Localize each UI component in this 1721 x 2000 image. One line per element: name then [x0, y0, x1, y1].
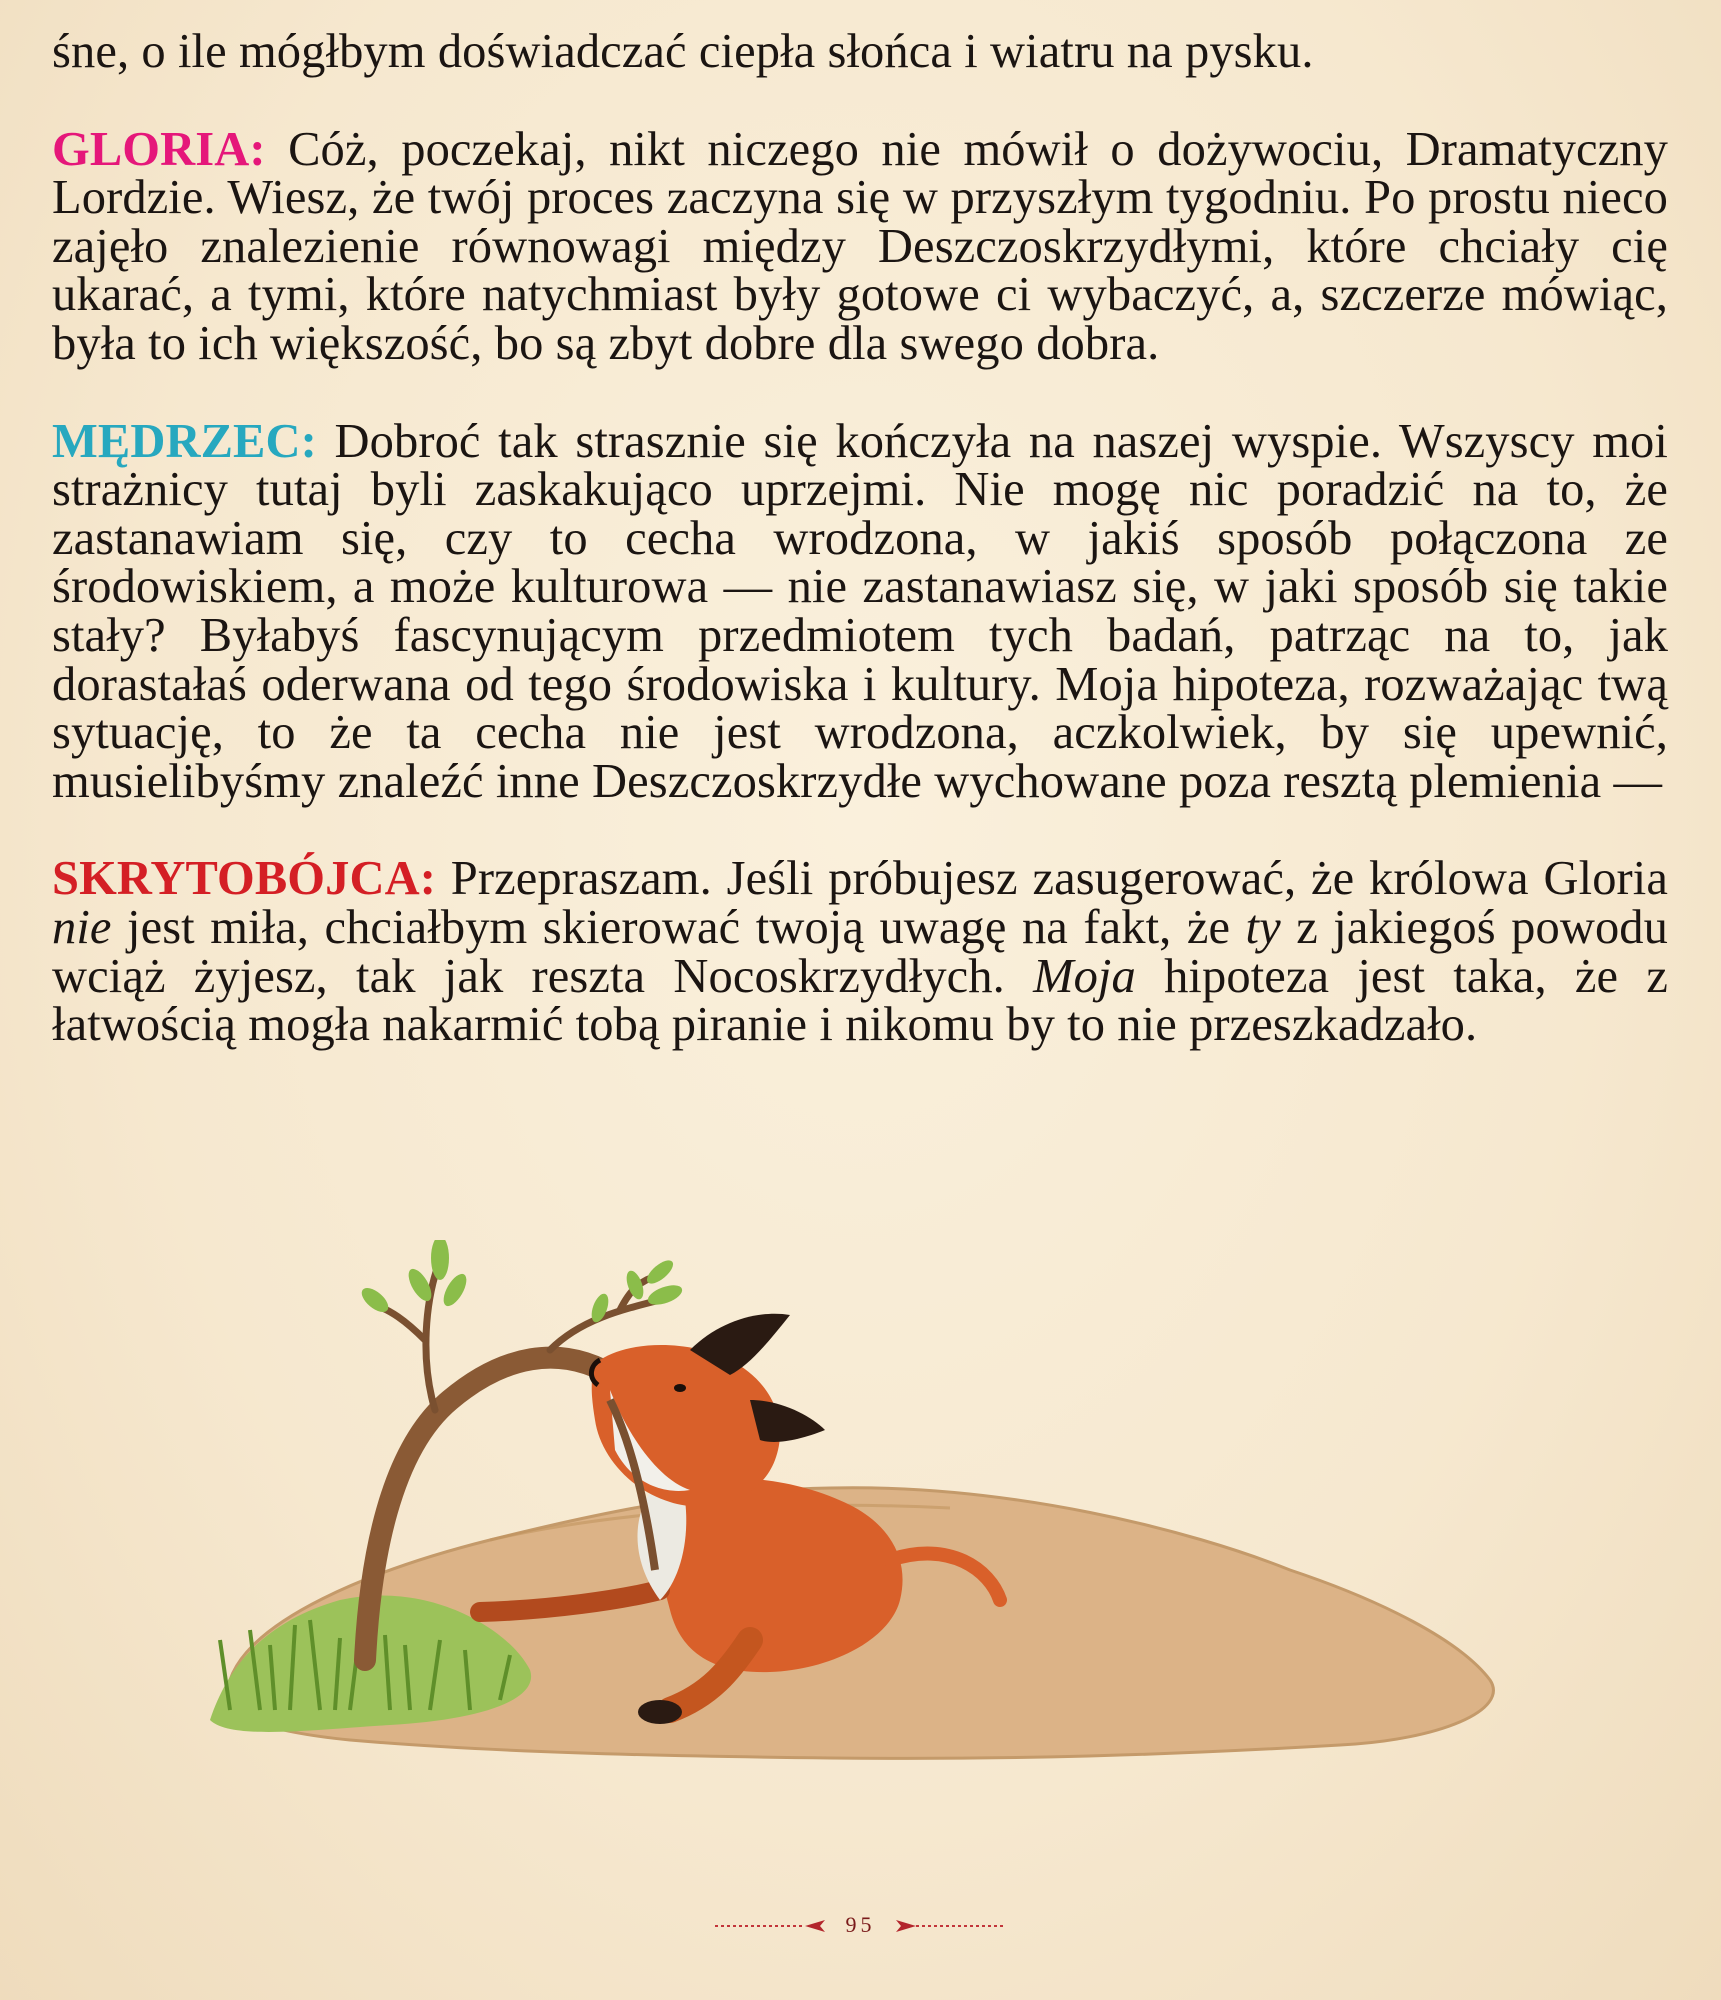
page-number: 95 — [845, 1912, 876, 1937]
emphasis: Moja — [1033, 949, 1136, 1003]
speaker-skrytobojca: SKRYTOBÓJCA: — [52, 852, 436, 906]
page-text — [52, 25, 1668, 1052]
emphasis: nie — [52, 900, 112, 954]
paragraph-text: z jakiegoś powodu wciąż żyjesz, tak jak reszta Nocoskrzydłych. — [52, 900, 1668, 1003]
paragraph-text: Przepraszam. Jeśli próbujesz zasugerować, że królowa Gloria — [435, 852, 1668, 906]
paragraph-skrytobojca — [52, 852, 1668, 1052]
paragraph-text: śne, o ile mógłbym doświadczać ciepła słońca i wiatru na pysku. — [52, 25, 1314, 78]
emphasis: ty — [1245, 900, 1281, 954]
paragraph-medrzec — [52, 414, 1668, 808]
paragraph-text: Dobroć tak strasznie się kończyła na naszej wyspie. Wszyscy moi strażnicy tutaj byli zaskakująco uprzejmi. Nie mogę nic poradzić na to, że zastanawiam się, czy to cecha wrodzona, w jakiś sposób połączona ze środowiskiem, a może kulturowa — nie zastanawiasz się, w jaki sposób się takie stały? Byłabyś fascynującym przedmiotem tych badań, patrząc na to, jak dorastałaś oderwana od tego środowiska i kultury. Moja hipoteza, rozważając twą sytuację, to że ta cecha nie jest wrodzona, aczkolwiek, by się upewnić, musielibyśmy znaleźć inne Deszczoskrzydłe wychowane poza resztą plemienia — — [52, 414, 1668, 808]
paragraph-gloria — [52, 122, 1668, 370]
speaker-medrzec: MĘDRZEC: — [52, 414, 317, 468]
speaker-gloria: GLORIA: — [52, 122, 266, 176]
paragraph-text: hipoteza jest taka, że z łatwością mogła nakarmić tobą piranie i nikomu by to nie przeszkadzało. — [52, 949, 1668, 1052]
fox-illustration — [190, 1240, 1530, 1780]
paragraph-continuation — [52, 25, 1668, 78]
paragraph-text: jest miła, chciałbym skierować twoją uwagę na fakt, że — [111, 900, 1246, 954]
paragraph-text: Cóż, poczekaj, nikt niczego nie mówił o dożywociu, Dramatyczny Lordzie. Wiesz, że twój proces zaczyna się w przyszłym tygodniu. Po prostu nieco zajęło znalezienie równowagi między Deszczoskrzydłymi, które chciały cię ukarać, a tymi, które natychmiast były gotowe ci wybaczyć, a, szczerze mówiąc, była to ich większość, bo są zbyt dobre dla swego dobra. — [52, 122, 1668, 370]
